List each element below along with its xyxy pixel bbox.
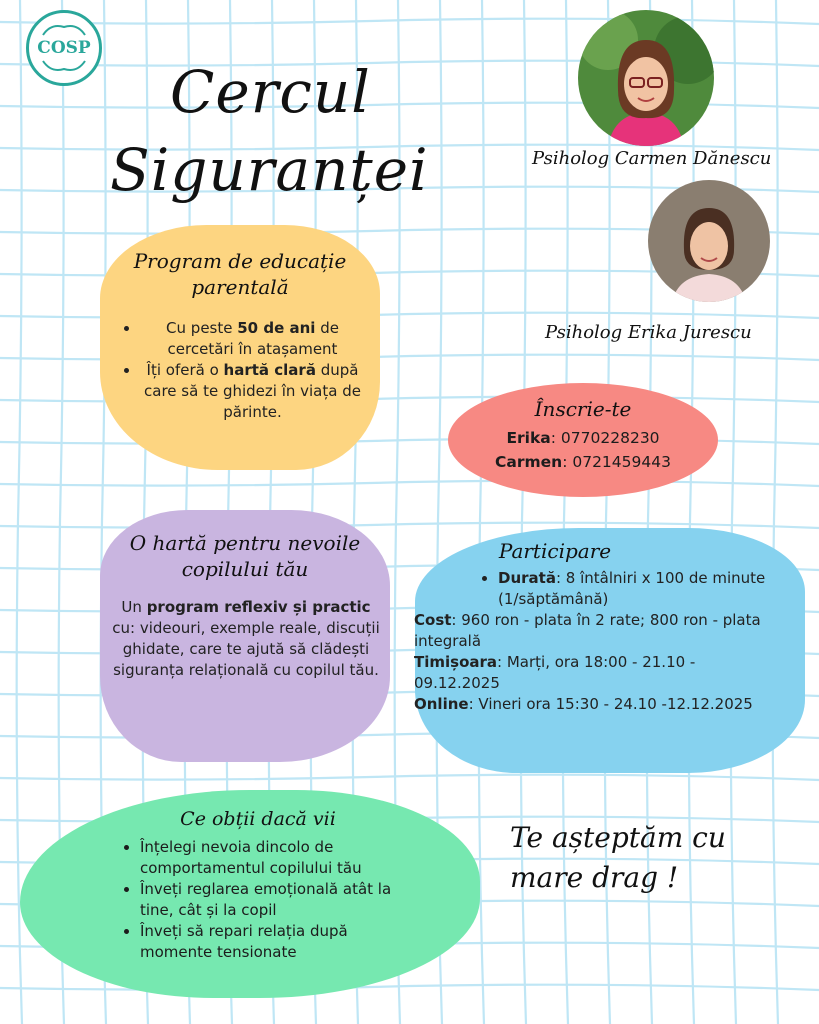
list-item: • Îți oferă o hartă clară după care să te ghidezi în viața de părinte. — [140, 360, 365, 423]
caption-carmen: Psiholog Carmen Dănescu — [532, 148, 772, 169]
portrait-woman-icon — [648, 180, 770, 302]
closing-message: Te așteptăm cu mare drag ! — [510, 821, 726, 894]
portrait-woman-glasses-icon — [578, 10, 714, 146]
durata-item: • Durată: 8 întâlniri x 100 de minute (1/săptămână) — [498, 568, 782, 610]
photo-carmen — [578, 10, 714, 146]
program-title: Program de educație parentală — [133, 249, 347, 299]
harta-text: Un program reflexiv și practic cu: videouri, exemple reale, discuții ghidate, care te ajută să clădești siguranța relațională cu copilul tău. — [112, 598, 380, 679]
program-list — [120, 318, 365, 423]
list-item: • Înveți să repari relația după momente tensionate — [140, 921, 420, 963]
contact-erika[interactable]: Erika: 0770228230 — [506, 429, 660, 447]
caption-erika: Psiholog Erika Jurescu — [545, 322, 752, 343]
list-item: • Înțelegi nevoia dincolo de comportamentul copilului tău — [140, 837, 420, 879]
benefits-title: Ce obții dacă vii — [180, 808, 336, 830]
benefits-list — [120, 837, 420, 963]
timisoara-line: Timișoara: Marți, ora 18:00 - 21.10 - 09.12.2025 — [414, 653, 696, 692]
page-title-line1: Cercul — [170, 58, 371, 126]
list-item: • Cu peste 50 de ani de cercetări în atașament — [140, 318, 365, 360]
harta-title: O hartă pentru nevoile copilului tău — [129, 531, 361, 581]
online-line: Online: Vineri ora 15:30 - 24.10 -12.12.2025 — [414, 695, 753, 713]
cost-line: Cost: 960 ron - plata în 2 rate; 800 ron - plata integrală — [414, 611, 761, 650]
participare-details — [414, 568, 782, 715]
page-title-line2: Siguranței — [110, 136, 429, 204]
cosp-logo — [26, 10, 102, 86]
inscriere-title: Înscrie-te — [534, 397, 632, 421]
photo-erika — [648, 180, 770, 302]
logo-text: COSP — [37, 38, 91, 58]
inscriere-contacts — [450, 426, 716, 474]
contact-carmen[interactable]: Carmen: 0721459443 — [495, 453, 671, 471]
list-item: • Înveți reglarea emoțională atât la tine, cât și la copil — [140, 879, 420, 921]
participare-title: Participare — [498, 539, 612, 563]
